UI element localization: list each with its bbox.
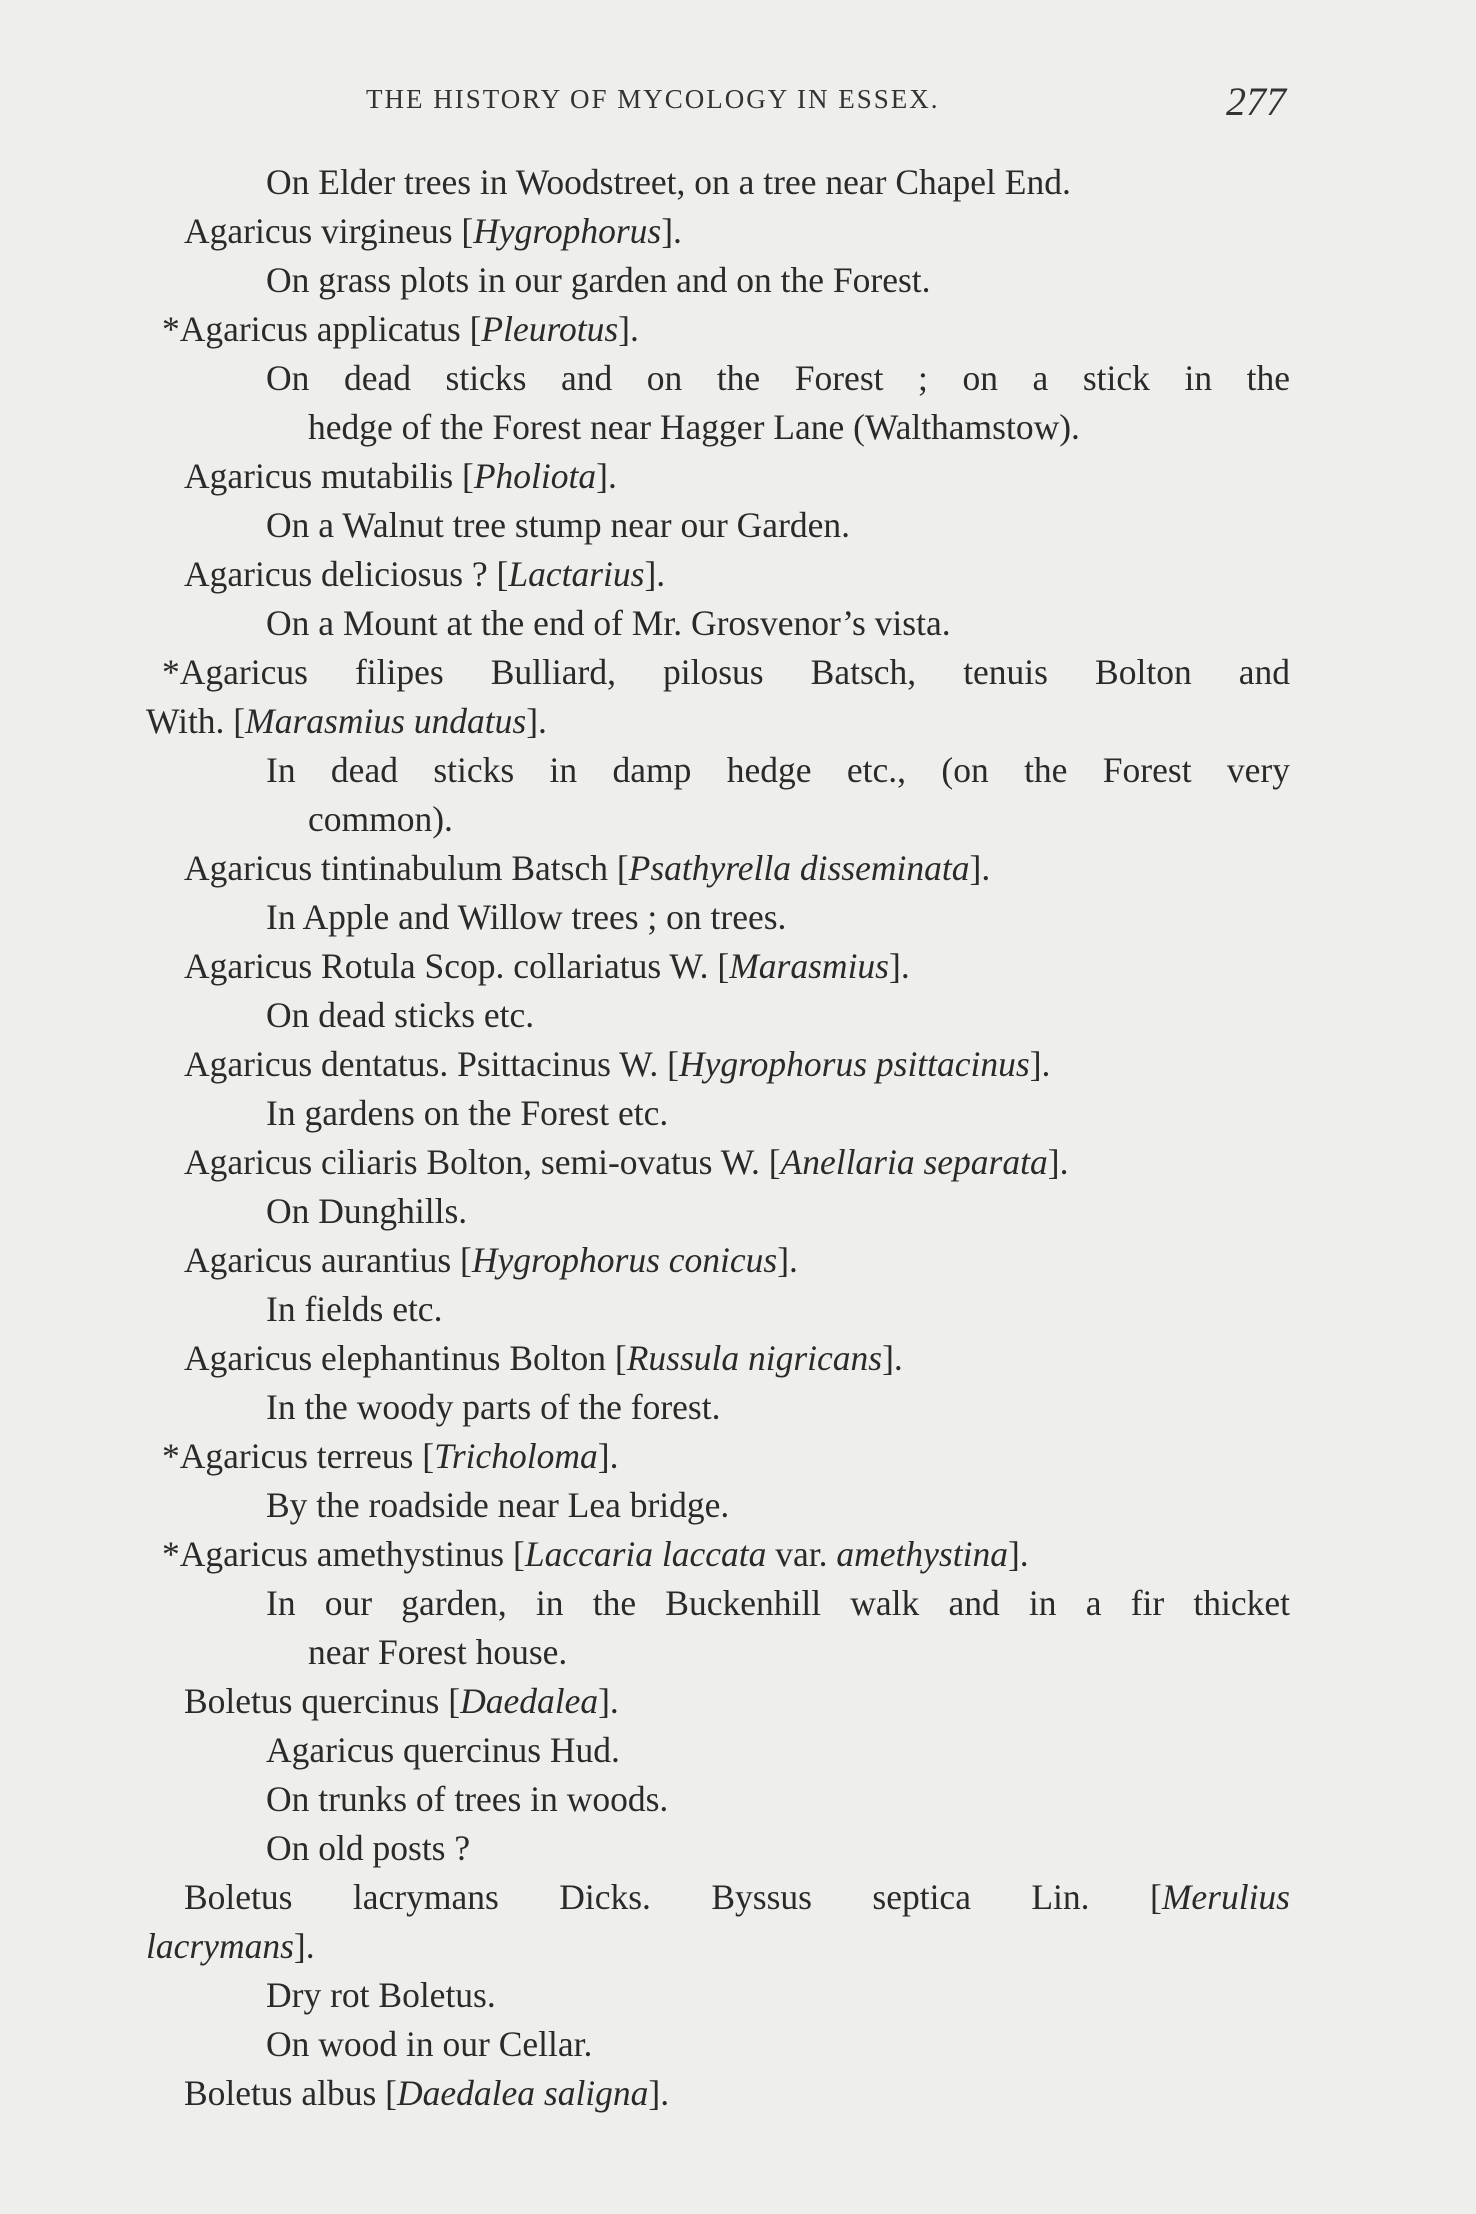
species-line: Agaricus deliciosus ? [Lactarius]. xyxy=(184,554,666,594)
species-line: Agaricus dentatus. Psittacinus W. [Hygrophorus psittacinus]. xyxy=(184,1044,1051,1084)
habitat-line: In the woody parts of the forest. xyxy=(266,1387,721,1427)
species-line: Agaricus aurantius [Hygrophorus conicus]. xyxy=(184,1240,798,1280)
synonym-line: Dry rot Boletus. xyxy=(266,1975,496,2015)
species-line: Boletus quercinus [Daedalea]. xyxy=(184,1681,619,1721)
habitat-line: In fields etc. xyxy=(266,1289,443,1329)
habitat-line: In Apple and Willow trees ; on trees. xyxy=(266,897,787,937)
habitat-line-continued: near Forest house. xyxy=(308,1632,568,1672)
species-line: Boletus albus [Daedalea saligna]. xyxy=(184,2073,670,2113)
page-number: 277 xyxy=(1226,79,1286,124)
species-line: Agaricus ciliaris Bolton, semi-ovatus W. [Anellaria separata]. xyxy=(184,1142,1069,1182)
habitat-line: On wood in our Cellar. xyxy=(266,2024,593,2064)
habitat-line: On trunks of trees in woods. xyxy=(266,1779,669,1819)
habitat-line: On dead sticks etc. xyxy=(266,995,535,1035)
species-line: Agaricus elephantinus Bolton [Russula nigricans]. xyxy=(184,1338,903,1378)
habitat-line: In dead sticks in damp hedge etc., (on the Forest very xyxy=(266,750,1290,790)
synonym-line: Agaricus quercinus Hud. xyxy=(266,1730,620,1770)
habitat-line: On Elder trees in Woodstreet, on a tree near Chapel End. xyxy=(266,162,1071,202)
habitat-line-continued: common). xyxy=(308,799,453,839)
habitat-line: On dead sticks and on the Forest ; on a stick in the xyxy=(266,358,1290,398)
species-line-continued: With. [Marasmius undatus]. xyxy=(146,701,547,741)
habitat-line: On grass plots in our garden and on the Forest. xyxy=(266,260,931,300)
species-line: *Agaricus applicatus [Pleurotus]. xyxy=(162,309,639,349)
species-line: *Agaricus amethystinus [Laccaria laccata var. amethystina]. xyxy=(162,1534,1029,1574)
species-line: Agaricus mutabilis [Pholiota]. xyxy=(184,456,617,496)
habitat-line: On old posts ? xyxy=(266,1828,471,1868)
species-line: Boletus lacrymans Dicks. Byssus septica Lin. [Merulius xyxy=(184,1877,1290,1917)
habitat-line: On a Mount at the end of Mr. Grosvenor’s vista. xyxy=(266,603,951,643)
species-line: *Agaricus terreus [Tricholoma]. xyxy=(162,1436,619,1476)
species-line: Agaricus Rotula Scop. collariatus W. [Marasmius]. xyxy=(184,946,910,986)
running-head: THE HISTORY OF MYCOLOGY IN ESSEX. xyxy=(366,84,940,114)
habitat-line: By the roadside near Lea bridge. xyxy=(266,1485,730,1525)
species-line: *Agaricus filipes Bulliard, pilosus Batsch, tenuis Bolton and xyxy=(162,652,1290,692)
species-line: Agaricus tintinabulum Batsch [Psathyrella disseminata]. xyxy=(184,848,991,888)
habitat-line: On Dunghills. xyxy=(266,1191,468,1231)
species-line-continued: lacrymans]. xyxy=(146,1926,315,1966)
habitat-line-continued: hedge of the Forest near Hagger Lane (Walthamstow). xyxy=(308,407,1080,447)
habitat-line: In gardens on the Forest etc. xyxy=(266,1093,669,1133)
page-header xyxy=(0,79,1476,128)
species-line: Agaricus virgineus [Hygrophorus]. xyxy=(184,211,682,251)
habitat-line: In our garden, in the Buckenhill walk and in a fir thicket xyxy=(266,1583,1290,1623)
habitat-line: On a Walnut tree stump near our Garden. xyxy=(266,505,851,545)
